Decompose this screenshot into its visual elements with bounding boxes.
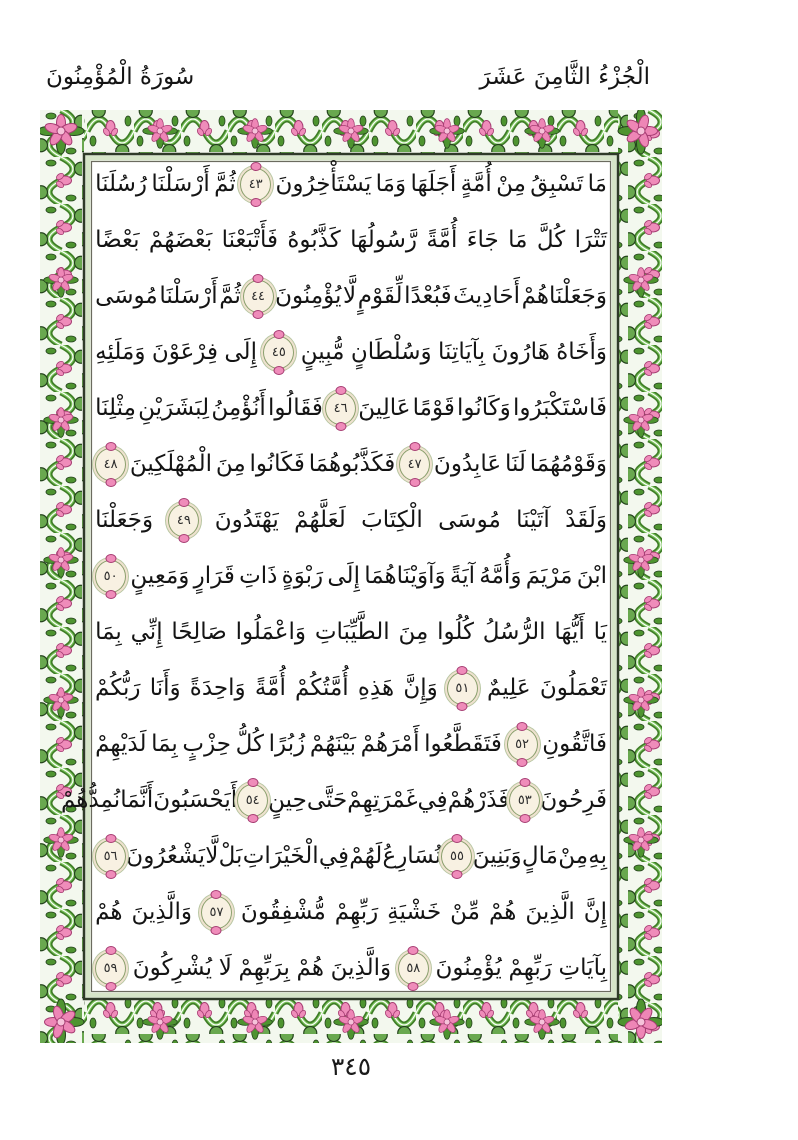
verse-end-marker: ٥٣ — [509, 784, 540, 817]
quran-word: مِثْلِنَا — [95, 395, 136, 421]
quran-word: أَنَّمَا — [120, 787, 154, 813]
quran-line — [95, 884, 607, 940]
page-header — [40, 44, 662, 90]
quran-word: بَعْضَهُمْ — [148, 227, 213, 253]
quran-word: زُبُرًا — [268, 731, 306, 757]
quran-word: يُشْرِكُونَ — [132, 955, 213, 981]
quran-word: أَيُّهَا — [554, 619, 585, 645]
quran-word: فَكَانُوا — [249, 451, 305, 477]
quran-word: بِآيَاتِنَا — [438, 339, 486, 365]
quran-word: رَبِّهِمْ — [508, 955, 552, 981]
quran-line — [95, 828, 607, 884]
quran-word: لِبَشَرَيْنِ — [138, 395, 210, 421]
quran-word: وَآوَيْنَاهُمَا — [364, 563, 446, 589]
quran-word: تَعْمَلُونَ — [539, 675, 607, 701]
quran-word: الَّذِينَ — [525, 899, 575, 925]
quran-word: رُسُلَنَا — [95, 171, 148, 197]
verse-end-marker: ٥٢ — [507, 728, 538, 761]
quran-word: جَاءَ — [466, 227, 499, 253]
quran-word: خَشْيَةِ — [387, 899, 442, 925]
quran-word: مَا — [508, 227, 528, 253]
quran-word: أَيَحْسَبُونَ — [153, 787, 238, 813]
quran-word: فَرِحُونَ — [540, 787, 607, 813]
quran-word: عَلِيمٌ — [487, 675, 531, 701]
quran-word: أُمَّةً — [426, 227, 458, 253]
quran-word: وَإِنَّ — [403, 675, 438, 701]
quran-word: وَأُمَّهُ — [479, 563, 522, 589]
quran-word: رَّسُولُهَا — [350, 227, 417, 253]
quran-word: تَسْبِقُ — [530, 171, 584, 197]
quran-word: أَمْرَهُمْ — [360, 731, 420, 757]
page-number: ٣٤٥ — [330, 1052, 372, 1081]
quran-word: هَارُونَ — [491, 339, 550, 365]
quran-word: بِمَا — [151, 731, 178, 757]
quran-line — [95, 324, 607, 380]
quran-word: الْخَيْرَاتِ — [242, 843, 319, 869]
quran-word: بَعْضًا — [95, 227, 140, 253]
quran-line — [95, 436, 607, 492]
quran-word: كَذَّبُوهُ — [287, 227, 341, 253]
quran-word: وَالَّذِينَ — [330, 955, 392, 981]
quran-word: نُسَارِعُ — [382, 843, 442, 869]
quran-word: بِرَبِّهِمْ — [238, 955, 290, 981]
quran-word: مَرْيَمَ — [525, 563, 573, 589]
verse-end-marker: ٥٠ — [95, 560, 126, 593]
quran-word: لَّا — [205, 843, 219, 869]
quran-word: وَكَانُوا — [457, 395, 511, 421]
quran-word: تَتْرَا — [574, 227, 607, 253]
quran-word: ثُمَّ — [219, 283, 241, 309]
verse-end-marker: ٥٨ — [398, 952, 429, 985]
verse-end-marker: ٤٤ — [243, 280, 274, 313]
verse-end-marker: ٤٥ — [263, 336, 294, 369]
quran-word: ثُمَّ — [214, 171, 236, 197]
verse-end-marker: ٥٦ — [95, 840, 126, 873]
quran-word: قَوْمًا — [412, 395, 455, 421]
verse-end-marker: ٤٨ — [95, 448, 126, 481]
quran-word: فَتَقَطَّعُوا — [424, 731, 502, 757]
verse-end-marker: ٥٩ — [95, 952, 126, 985]
quran-line — [95, 604, 607, 660]
quran-word: لَهُمْ — [349, 843, 383, 869]
quran-line — [95, 660, 607, 716]
quran-word: غَمْرَتِهِمْ — [347, 787, 418, 813]
quran-word: مُوسَى — [95, 283, 158, 309]
juz-label: الْجُزْءُ الثَّامِنَ عَشَرَ — [479, 64, 650, 90]
quran-word: يَشْعُرُونَ — [126, 843, 205, 869]
quran-word: فَاتَّقُونِ — [542, 731, 607, 757]
quran-word: فَبُعْدًا — [404, 283, 452, 309]
quran-word: يُؤْمِنُونَ — [275, 283, 342, 309]
quran-word: الْكِتَابَ — [361, 507, 423, 533]
quran-word: حِينٍ — [268, 787, 307, 813]
quran-word: يُؤْمِنُونَ — [435, 955, 502, 981]
surah-label: سُورَةُ الْمُؤْمِنُونَ — [46, 64, 195, 90]
quran-word: وَلَقَدْ — [565, 507, 607, 533]
verse-end-marker: ٤٦ — [325, 392, 356, 425]
quran-word: وَبَنِينَ — [472, 843, 522, 869]
quran-word: الْمُهْلَكِينَ — [129, 451, 212, 477]
quran-word: بِهِ — [588, 843, 607, 869]
quran-word: إِنَّ — [583, 899, 607, 925]
quran-word: لِّقَوْمٍ — [357, 283, 403, 309]
quran-word: أُمَّتُكُمْ — [295, 675, 349, 701]
quran-word: مَا — [587, 171, 607, 197]
quran-word: كُلُوا — [437, 619, 474, 645]
quran-word: بِآيَاتِ — [558, 955, 607, 981]
quran-word: فَاسْتَكْبَرُوا — [512, 395, 607, 421]
quran-word: قَرَارٍ — [193, 563, 235, 589]
quran-word: وَجَعَلْنَاهُمْ — [521, 283, 607, 309]
quran-word: فَذَرْهُمْ — [447, 787, 510, 813]
quran-word: مِنَ — [215, 451, 246, 477]
quran-word: نُمِدُّهُمْ — [60, 787, 121, 813]
quran-word: عَالِينَ — [358, 395, 411, 421]
quran-word: فِرْعَوْنَ — [151, 339, 218, 365]
quran-line — [95, 268, 607, 324]
quran-word: ابْنَ — [576, 563, 607, 589]
quran-word: وَسُلْطَانٍ — [350, 339, 432, 365]
quran-line — [95, 548, 607, 604]
quran-word: آتَيْنَا — [516, 507, 550, 533]
quran-word: يَسْتَأْخِرُونَ — [275, 171, 372, 197]
quran-line — [95, 380, 607, 436]
quran-text — [60, 156, 607, 996]
quran-word: وَاعْمَلُوا — [235, 619, 307, 645]
quran-word: لَّا — [343, 283, 357, 309]
quran-word: كُلُّ — [235, 731, 264, 757]
quran-word: مِنْ — [496, 171, 526, 197]
quran-word: وَمَا — [375, 171, 407, 197]
quran-word: لَعَلَّهُمْ — [294, 507, 346, 533]
quran-word: عَابِدُونَ — [433, 451, 502, 477]
verse-end-marker: ٤٣ — [240, 168, 271, 201]
quran-word: فَكَذَّبُوهُمَا — [308, 451, 396, 477]
quran-word: صَالِحًا — [171, 619, 227, 645]
quran-word: فِي — [318, 843, 350, 869]
quran-word: وَاحِدَةً — [189, 675, 246, 701]
verse-end-marker: ٥٧ — [201, 896, 232, 929]
quran-word: وَالَّذِينَ — [131, 899, 192, 925]
quran-word: مُّبِينٍ — [300, 339, 345, 365]
quran-word: إِنِّي — [130, 619, 163, 645]
quran-line — [95, 156, 607, 212]
quran-word: يَهْتَدُونَ — [214, 507, 279, 533]
quran-word: أُمَّةٍ — [460, 171, 492, 197]
quran-word: فِي — [417, 787, 448, 813]
quran-word: بِمَا — [95, 619, 122, 645]
quran-word: فَقَالُوا — [268, 395, 323, 421]
quran-word: وَأَنَا — [149, 675, 181, 701]
quran-word: رَبِّهِمْ — [334, 899, 379, 925]
quran-word: وَجَعَلْنَا — [95, 507, 154, 533]
quran-word: لَا — [218, 955, 232, 981]
quran-word: وَمَلَئِهِ — [95, 339, 146, 365]
quran-word: لَدَيْهِمْ — [95, 731, 147, 757]
quran-word: أَرْسَلْنَا — [151, 171, 210, 197]
quran-line — [95, 212, 607, 268]
verse-end-marker: ٤٧ — [399, 448, 430, 481]
quran-word: أَنُؤْمِنُ — [211, 395, 266, 421]
quran-word: هُمْ — [488, 899, 517, 925]
quran-word: بَلْ — [218, 843, 243, 869]
quran-word: مَالٍ — [521, 843, 558, 869]
quran-word: فَأَتْبَعْنَا — [221, 227, 278, 253]
quran-line — [95, 716, 607, 772]
quran-word: ذَاتِ — [239, 563, 278, 589]
quran-word: أَحَادِيثَ — [453, 283, 520, 309]
quran-word: أَجَلَهَا — [410, 171, 457, 197]
verse-end-marker: ٥١ — [447, 672, 478, 705]
quran-word: مُّشْفِقُونَ — [240, 899, 326, 925]
quran-word: بَيْنَهُمْ — [309, 731, 357, 757]
quran-word: الطَّيِّبَاتِ — [314, 619, 390, 645]
verse-end-marker: ٥٥ — [441, 840, 472, 873]
quran-word: يَا — [593, 619, 607, 645]
quran-line — [95, 492, 607, 548]
quran-word: كُلَّ — [536, 227, 566, 253]
quran-word: وَقَوْمُهُمَا — [529, 451, 607, 477]
quran-word: وَمَعِينٍ — [130, 563, 190, 589]
quran-word: لَنَا — [504, 451, 526, 477]
quran-word: رَبْوَةٍ — [281, 563, 324, 589]
quran-word: هُمْ — [95, 899, 123, 925]
quran-word: وَأَخَاهُ — [556, 339, 607, 365]
quran-word: حَتَّى — [306, 787, 348, 813]
quran-line — [60, 772, 607, 828]
quran-word: هُمْ — [296, 955, 324, 981]
verse-end-marker: ٤٩ — [168, 504, 199, 537]
quran-word: رَبُّكُمْ — [95, 675, 141, 701]
quran-word: هَذِهِ — [357, 675, 395, 701]
quran-word: إِلَى — [224, 339, 257, 365]
quran-word: حِزْبٍ — [182, 731, 231, 757]
quran-word: إِلَى — [327, 563, 360, 589]
quran-word: مُوسَى — [438, 507, 501, 533]
quran-word: آيَةً — [449, 563, 476, 589]
verse-end-marker: ٥٤ — [237, 784, 268, 817]
quran-line — [95, 940, 607, 996]
quran-word: أُمَّةً — [254, 675, 286, 701]
quran-word: مِّنْ — [450, 899, 480, 925]
quran-word: مِنَ — [398, 619, 429, 645]
quran-word: أَرْسَلْنَا — [159, 283, 218, 309]
quran-word: الرُّسُلُ — [482, 619, 546, 645]
quran-word: مِنْ — [558, 843, 589, 869]
